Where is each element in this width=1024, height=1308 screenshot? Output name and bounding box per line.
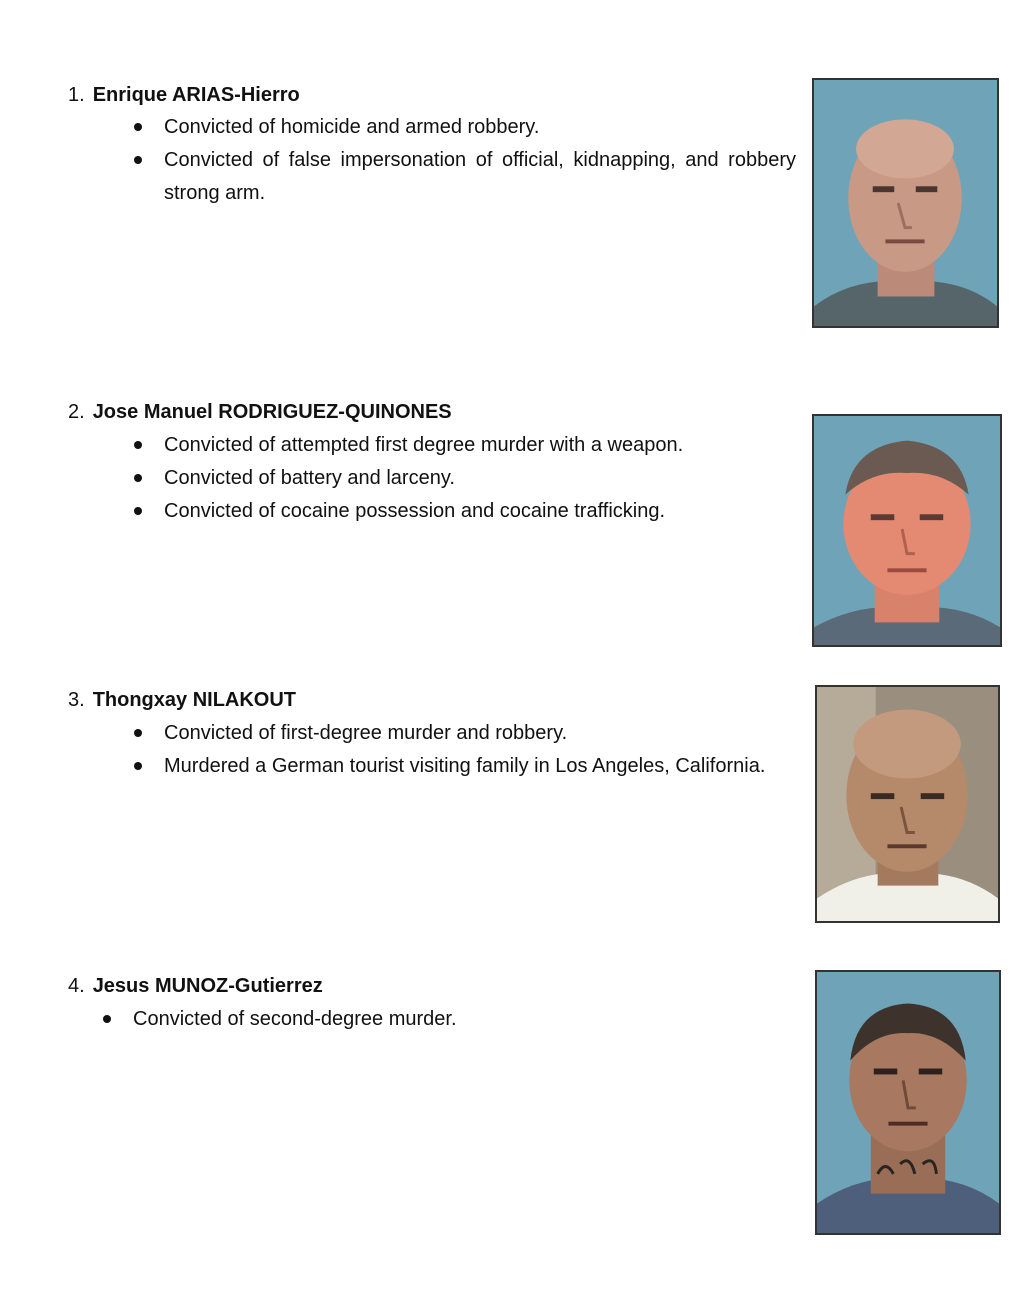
bullet-icon [103, 1015, 111, 1023]
list-item [103, 1003, 763, 1036]
bullet-text: Murdered a German tourist visiting family in Los Angeles, California. [164, 755, 766, 777]
entry-number: 2. [68, 401, 85, 423]
bullet-icon [134, 474, 142, 482]
bullet-list [103, 1003, 763, 1036]
bullet-text: Convicted of attempted first degree murder with a weapon. [164, 434, 684, 456]
bullet-text: Convicted of second-degree murder. [133, 1008, 457, 1030]
bullet-text: Convicted of cocaine possession and cocaine trafficking. [164, 500, 666, 522]
entry-title [68, 82, 300, 108]
list-item [134, 717, 800, 750]
list-item [134, 111, 796, 144]
bullet-text: Convicted of false impersonation of official, kidnapping, and robbery strong arm. [164, 149, 796, 204]
mugshot-photo [812, 414, 1002, 647]
bullet-list [134, 111, 796, 210]
bullet-icon [134, 123, 142, 131]
entry-title [68, 399, 452, 425]
list-item [134, 750, 800, 783]
entry-number: 4. [68, 975, 85, 997]
list-item [134, 144, 796, 210]
entry-title [68, 687, 296, 713]
mugshot-photo [815, 685, 1000, 923]
bullet-list [134, 429, 796, 528]
list-item [134, 429, 796, 462]
bullet-text: Convicted of first-degree murder and robbery. [164, 722, 568, 744]
entry-number: 3. [68, 689, 85, 711]
bullet-icon [134, 762, 142, 770]
bullet-icon [134, 507, 142, 515]
entry-name: Enrique ARIAS-Hierro [92, 84, 300, 106]
entry-number: 1. [68, 84, 85, 106]
bullet-text: Convicted of homicide and armed robbery. [164, 116, 540, 138]
list-item [134, 495, 796, 528]
mugshot-photo [812, 78, 999, 328]
bullet-icon [134, 441, 142, 449]
bullet-text: Convicted of battery and larceny. [164, 467, 455, 489]
mugshot-photo [815, 970, 1001, 1235]
bullet-icon [134, 156, 142, 164]
bullet-icon [134, 729, 142, 737]
entry-name: Jesus MUNOZ-Gutierrez [92, 975, 323, 997]
entry-name: Jose Manuel RODRIGUEZ-QUINONES [92, 401, 452, 423]
list-item [134, 462, 796, 495]
entry-title [68, 973, 323, 999]
bullet-list [134, 717, 800, 783]
entry-name: Thongxay NILAKOUT [92, 689, 297, 711]
